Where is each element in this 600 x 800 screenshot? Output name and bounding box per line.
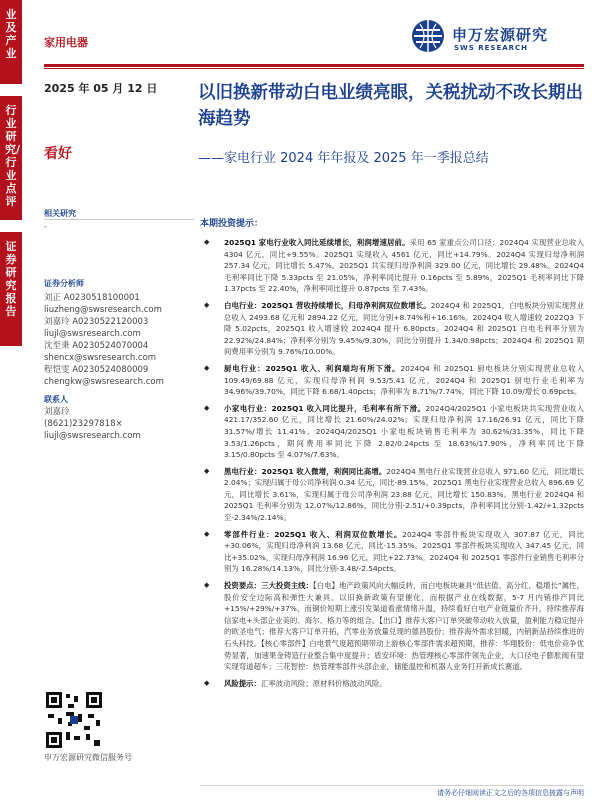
- investment-highlights: [200, 216, 584, 694]
- section-title: 本期投资提示：: [200, 219, 264, 229]
- report-title: 以旧换新带动白电业绩亮眼，关税扰动不改长期出海趋势: [198, 83, 583, 129]
- stripe-block-securities: [0, 232, 22, 346]
- bullet-risk: [200, 678, 584, 690]
- bullet-head: 零部件行业：2025Q1 收入、利润双位数增长。: [224, 529, 403, 539]
- logo-text-cn: 申万宏源研究: [452, 26, 549, 44]
- header-divider: [44, 64, 584, 67]
- bullet-body: 【白电】地产政策风向大幅反转，而白电板块兼具“低估值、高分红、稳增长”属性，股价安全边际高和弹性大兼具。以旧换新政策有望催化，而根据产业在线数据，5-7 月内销排产同比+15%/+29%/+37%，而铜价短期上涨引发渠道看涨情绪升温，持续看好白电产业链量价齐升，持续推荐海信家电+头部企业美的、海尔、格力等的组合。【出口】推荐大客户订单突破带动收入放量，盈利能力稳定提升的欧圣电气；推荐大客户订单开拓，汽零业务放量兑现的德昌股份；推荐海外需求回暖，内销新品持续推进的石头科技。【核心零部件】白电景气度超预期带动上游核心零部件需求超预期，推荐：华翔股份：低电价竞争优势显著，加速果金铸造行业整合集中度提升；盾安环境：热管理核心零部件领先企业，大口径电子膨胀阀有望实现弯道超车；三花智控：热管理零部件头部企业，储能温控和机器人业务打开新成长赛道。: [224, 581, 584, 672]
- analyst-line: 刘嘉玲 A0230522120003: [44, 317, 149, 327]
- contact-title: 联系人: [44, 395, 68, 404]
- analyst-email[interactable]: liujl@swsresearch.com: [44, 329, 141, 339]
- footer-divider: [200, 785, 584, 786]
- stripe-label-report-type: 行业研究/行业点评: [5, 104, 21, 208]
- bullet-head: 2025Q1 家电行业收入同比延续增长，利润增速居前。: [224, 238, 410, 247]
- bullet-industry-summary: [200, 237, 584, 295]
- analyst-line: 程恺雯 A0230524080009: [44, 365, 149, 375]
- bullet-body: 汇率波动风险；原材料价格波动风险。: [260, 678, 387, 688]
- bullet-body: 2024Q4 和 2025Q1 厨电板块分别实现营业总收入 109.49/69.88 亿元，实现归母净利润 9.53/5.41 亿元，2024Q4 和 2025Q1 厨电行业毛利率为 34.96%/39.70%，同比下降 6.68/1.40pcts；净利率为 8.71%/7.74%，同比下降 10.09/增长 0.69pcts。: [224, 363, 584, 397]
- report-subtitle: ——家电行业 2024 年年报及 2025 年一季报总结: [198, 151, 489, 166]
- bullet-head: 投资要点：三大投资主线：: [224, 581, 313, 591]
- bullet-body: 2024Q4/2025Q1 小家电板块共实现营业收入 421.17/352.60 亿元，同比增长 21.60%/24.02%；实现归母净利润 17.16/26.91 亿元，同比下降 31.57%/增长 11.41%。2024Q4/2025Q1 小家电板块销售毛利率为 30.62%/31.35%，同比下降 3.53/1.26pcts，期间费用率同比下降 2.82/0.24pcts 至 18.63%/17.90%，净利率同比下降 3.15/0.80pcts 至 4.07%/7.63%。: [224, 403, 585, 460]
- contact-name: 刘嘉玲: [44, 407, 70, 417]
- header-divider-thin: [44, 68, 584, 69]
- left-stripe: [0, 0, 22, 800]
- analysts-title: 证券分析师: [44, 279, 84, 288]
- bullet-body: 采用 65 家重点公司口径：2024Q4 实现营业总收入 4304 亿元，同比+9.55%。2025Q1 实现收入 4561 亿元，同比+14.79%。2024Q4 实现归母净利润 257.34 亿元，同比增长 5.47%。2025Q1 共实现归母净利润 329.00 亿元，同比增长 29.48%。2024Q4 毛利率同比下降 5.33pcts 至 21.05%，净利率同比提升 0.16pcts 至 5.89%，2025Q1 毛利率同比下降 1.37pcts 至 22.40%，净利率同比提升 0.87pcts 至 7.43%。: [224, 238, 584, 294]
- bullet-head: 白电行业：2025Q1 营收持续增长，归母净利润双位数增长。: [224, 300, 431, 310]
- bullet-white-goods: [200, 300, 584, 358]
- logo-text-en: SWS RESEARCH: [454, 44, 529, 52]
- bullet-components: [200, 529, 584, 575]
- bullet-small-appliance: [200, 403, 584, 461]
- bullet-black-goods: [200, 466, 584, 524]
- bullet-body: 2024Q4 零部件板块实现收入 307.87 亿元，同比+30.06%，实现归母净利润 13.68 亿元，同比-15.35%。2025Q1 零部件板块实现收入 347.45 亿元，同比+35.02%，实现归母净利润 16.96 亿元，同比+22.73%。2024Q4 和 2025Q1 零部件行业销售毛利率分别为 16.28%/14.13%，同比分别-3.48/-2.54pcts。: [224, 529, 584, 574]
- bullet-head: 黑电行业：2025Q1 收入微增，利润同比高增。: [224, 466, 387, 476]
- contact-email[interactable]: liujl@swsresearch.com: [44, 431, 141, 441]
- analyst-email[interactable]: chengkw@swsresearch.com: [44, 377, 164, 387]
- bullet-head: 风险提示：: [224, 678, 261, 688]
- logo-globe-icon: [410, 18, 446, 54]
- bullet-head: 厨电行业：2025Q1 收入、利润端均有所下滑。: [224, 363, 401, 373]
- analyst-email[interactable]: shencx@swsresearch.com: [44, 353, 157, 363]
- related-item: -: [44, 222, 47, 231]
- analyst-line: 刘正 A0230518100001: [44, 293, 140, 303]
- stripe-label-securities: 证券研究报告: [5, 240, 17, 318]
- contact-phone: (8621)23297818×: [44, 419, 123, 429]
- company-logo: [410, 16, 570, 62]
- footer-disclaimer: 请务必仔细阅读正文之后的各项信息披露与声明: [437, 789, 584, 797]
- sector-label: 家用电器: [44, 36, 88, 49]
- analyst-email[interactable]: liuzheng@swsresearch.com: [44, 305, 162, 315]
- bullet-kitchen: [200, 363, 584, 398]
- bullet-investment: [200, 580, 584, 673]
- stripe-label-industry: 业及产业: [5, 8, 17, 60]
- report-date: 2025 年 05 月 12 日: [44, 82, 158, 95]
- qr-code-icon: [44, 690, 104, 750]
- analyst-line: 沈至秉 A0230524070004: [44, 341, 149, 351]
- bullet-head: 小家电行业：2025Q1 收入同比提升，毛利率有所下滑。: [224, 403, 426, 413]
- qr-code-label: 申万宏源研究微信服务号: [44, 753, 132, 762]
- stripe-block-industry: [0, 0, 22, 84]
- rating-label: 看好: [44, 146, 72, 162]
- related-divider: [44, 219, 194, 220]
- related-research-title: 相关研究: [44, 209, 76, 218]
- bullet-body: 2024Q4 黑电行业实现营业总收入 971.60 亿元，同比增长 2.04%；实现归属于母公司净利润 0.34 亿元，同比-89.15%。2025Q1 黑电行业实现营业总收入 896.69 亿元，同比增长 3.61%，实现归属于母公司净利润 23.88 亿元，同比增长 150.83%。黑电行业 2024Q4 和 2025Q1 毛利率分别为 12.07%/12.86%，同比分别-2.51/+0.39pcts，净利率同比分别-1.42/+1.32pcts 至-2.34%/2.14%。: [224, 466, 585, 523]
- stripe-block-report-type: [0, 96, 22, 220]
- bullet-body: 2024Q4 和 2025Q1，白电板块分别实现营业总收入 2493.68 亿元和 2894.22 亿元，同比分别+8.74%和+16.16%。2024Q4 收入增速较 2022Q3 下降 5.02pcts，2025Q1 收入增速较 2024Q4 提升 6.80pcts。2024Q4 和 2025Q1 白电毛利率分别为 22.92%/24.84%；净利率分别为 9.45%/9.30%，同比分别提升 1.34/0.98pcts；2024Q4 和 2025Q1 期间费用率分别为 9.76%/10.00%。: [224, 300, 584, 357]
